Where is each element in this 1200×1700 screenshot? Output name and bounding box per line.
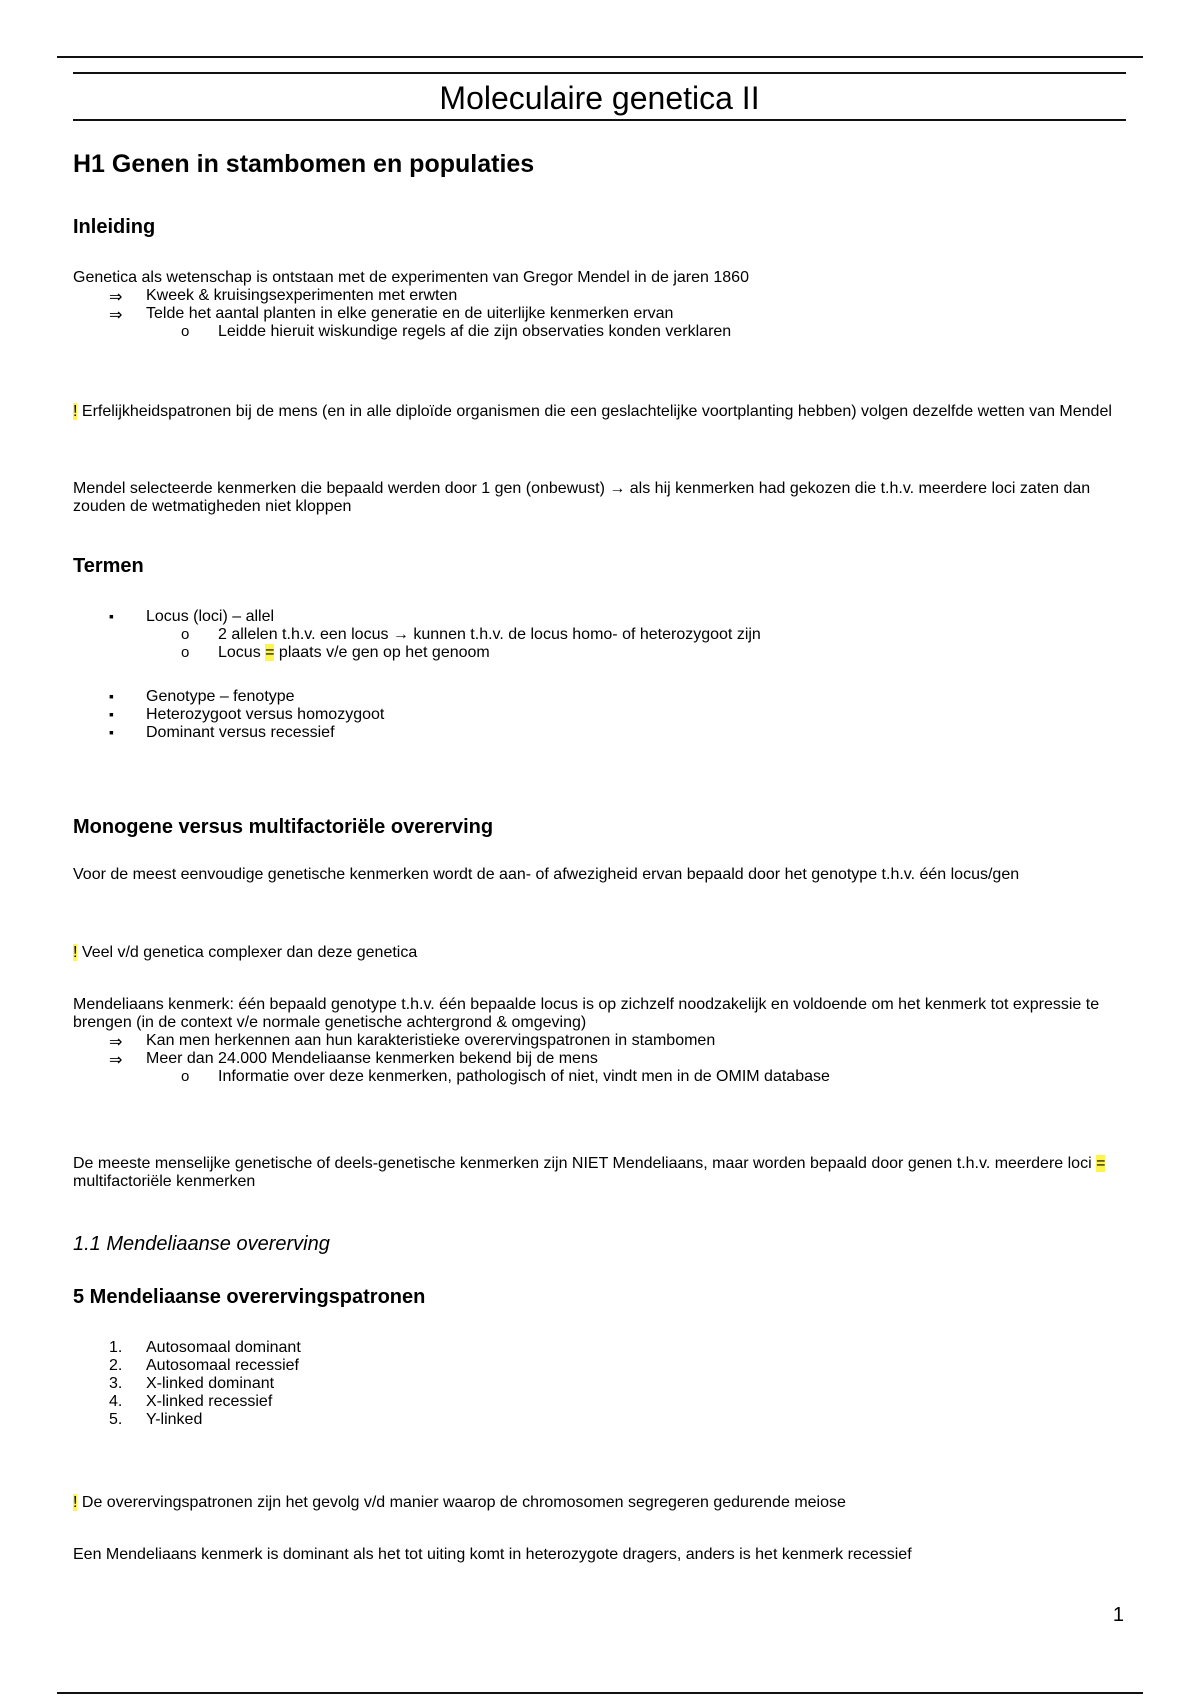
arrow-item [73,305,1133,323]
circle-bullet-icon: o [181,644,190,661]
inleiding-block [73,269,1133,341]
attention-mark: ! [73,944,78,961]
list-item-text: Kweek & kruisingsexperimenten met erwten [146,287,458,304]
arrow-item [73,287,1133,305]
list-item [73,1357,1133,1375]
document-title: Moleculaire genetica II [439,80,760,116]
arrow-item [73,1032,1133,1050]
list-item-text: Y-linked [146,1411,203,1428]
heading-termen: Termen [73,555,144,577]
title-rule-top [73,72,1126,74]
title-rule-bottom [73,119,1126,121]
mono-paragraph-3 [73,1155,1133,1191]
list-number: 1. [109,1339,123,1356]
list-item-text: Genotype – fenotype [146,688,295,705]
highlighted-equals: = [1096,1155,1106,1172]
square-bullet-icon: ▪ [109,706,114,722]
list-number: 5. [109,1411,123,1428]
list-item-text: X-linked dominant [146,1375,275,1392]
mendel-paragraph [73,480,1133,516]
note-overervingspatronen [73,1494,1133,1512]
attention-mark: ! [73,403,78,420]
highlighted-equals: = [265,644,275,661]
list-item-text-pre: Locus [218,644,266,661]
square-bullet-icon: ▪ [109,608,114,624]
list-number: 4. [109,1393,123,1410]
list-number: 3. [109,1375,123,1392]
list-item-text: Autosomaal dominant [146,1339,301,1356]
bottom-border-line [57,1692,1143,1694]
page-number: 1 [1112,1604,1124,1626]
list-item [73,1411,1133,1429]
square-bullet-icon: ▪ [109,688,114,704]
heading-overervingspatronen: 5 Mendeliaanse overervingspatronen [73,1286,426,1308]
paragraph-text: Mendel selecteerde kenmerken die bepaald werden door 1 gen (onbewust) → als hij kenmerken had gekozen die t.h.v. meerdere loci zaten dan zouden de wetmatigheden niet kloppen [73,480,1091,515]
list-item [73,706,1133,724]
sub-list-item [73,1068,1133,1086]
mono-paragraph-1 [73,866,1133,884]
sub-list-item [73,626,1133,644]
list-item-text: Informatie over deze kenmerken, pathologisch of niet, vindt men in de OMIM database [218,1068,830,1085]
list-item [73,608,1133,626]
square-bullet-icon: ▪ [109,724,114,740]
list-item-text: Telde het aantal planten in elke generatie en de uiterlijke kenmerken ervan [146,305,674,322]
list-item [73,1375,1133,1393]
heading-section-1-1: 1.1 Mendeliaanse overerving [73,1233,330,1255]
paragraph-text-post: multifactoriële kenmerken [73,1173,256,1190]
list-item-text: Autosomaal recessief [146,1357,299,1374]
heading-inleiding: Inleiding [73,216,156,238]
sub-list-item [73,323,1133,341]
list-number: 2. [109,1357,123,1374]
list-item-text-post: plaats v/e gen op het genoom [274,644,490,661]
dominant-paragraph [73,1546,1133,1564]
list-item-text: Dominant versus recessief [146,724,335,741]
paragraph-text-pre: De meeste menselijke genetische of deels-genetische kenmerken zijn NIET Mendeliaans, maar worden bepaald door genen t.h.v. meerdere loci [73,1155,1097,1172]
inleiding-paragraph: Genetica als wetenschap is ontstaan met de experimenten van Gregor Mendel in de jaren 1860 [73,269,749,286]
list-item-text: Leidde hieruit wiskundige regels af die zijn observaties konden verklaren [218,323,732,340]
note-text: Erfelijkheidspatronen bij de mens (en in alle diploïde organismen die een geslachtelijke voortplanting hebben) volgen dezelfde wetten van Mendel [77,403,1112,420]
note-complexer [73,944,1133,962]
list-item [73,724,1133,742]
list-item-text: X-linked recessief [146,1393,273,1410]
note-text: De overervingspatronen zijn het gevolg v/d manier waarop de chromosomen segregeren gedurende meiose [77,1494,846,1511]
circle-bullet-icon: o [181,323,190,340]
list-item-text: Heterozygoot versus homozygoot [146,706,385,723]
list-item-text: Kan men herkennen aan hun karakteristieke overervingspatronen in stambomen [146,1032,716,1049]
patterns-list [73,1339,1133,1429]
paragraph-text: Een Mendeliaans kenmerk is dominant als het tot uiting komt in heterozygote dragers, anders is het kenmerk recessief [73,1546,912,1563]
circle-bullet-icon: o [181,1068,190,1085]
list-item-text: 2 allelen t.h.v. een locus → kunnen t.h.v. de locus homo- of heterozygoot zijn [218,626,761,643]
termen-list [73,608,1133,742]
heading-monogene: Monogene versus multifactoriële overerving [73,816,494,838]
list-item [73,688,1133,706]
implies-arrow-icon: ⇒ [109,289,123,306]
list-item [73,1393,1133,1411]
implies-arrow-icon: ⇒ [109,307,123,324]
list-item-text: Meer dan 24.000 Mendeliaanse kenmerken bekend bij de mens [146,1050,598,1067]
arrow-item [73,1050,1133,1068]
mono-paragraph-2 [73,996,1133,1086]
note-erfelijkheid [73,403,1133,421]
implies-arrow-icon: ⇒ [109,1034,123,1051]
list-item [73,1339,1133,1357]
attention-mark: ! [73,1494,78,1511]
note-text: Veel v/d genetica complexer dan deze genetica [77,944,418,961]
sub-list-item [73,644,1133,662]
circle-bullet-icon: o [181,626,190,643]
top-border-line [57,56,1143,58]
paragraph-text: Voor de meest eenvoudige genetische kenmerken wordt de aan- of afwezigheid ervan bepaald door het genotype t.h.v. één locus/gen [73,866,1020,883]
paragraph-text: Mendeliaans kenmerk: één bepaald genotype t.h.v. één bepaalde locus is op zichzelf noodzakelijk en voldoende om het kenmerk tot expressie te brengen (in de context v/e normale genetische achtergrond & omgeving) [73,996,1100,1031]
chapter-heading: H1 Genen in stambomen en populaties [73,150,535,178]
implies-arrow-icon: ⇒ [109,1052,123,1069]
list-item-text: Locus (loci) – allel [146,608,275,625]
